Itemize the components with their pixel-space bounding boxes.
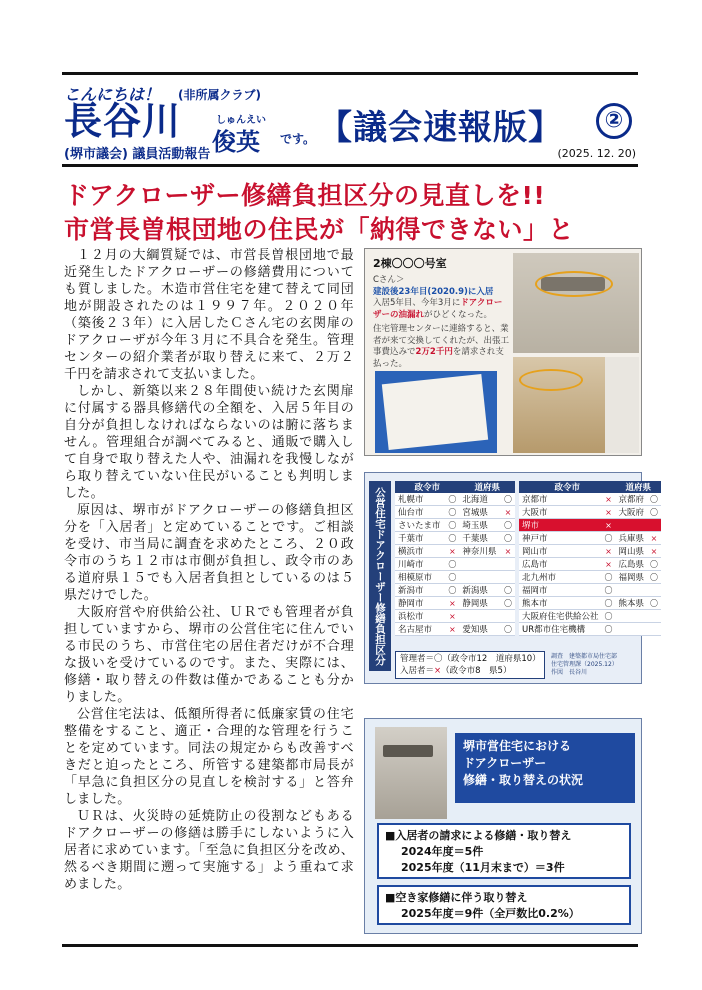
city-cell: 福岡市 [519, 584, 602, 597]
table-row [395, 493, 515, 506]
table-row [519, 610, 661, 623]
highlight-ring [535, 271, 613, 297]
city-mark: 〇 [602, 584, 616, 597]
box-line: 2025年度（11月末まで）＝3件 [401, 861, 565, 874]
pref-cell: 広島県 [616, 558, 648, 571]
photo-caption [373, 275, 509, 370]
pref-cell: 大阪府 [616, 506, 648, 519]
city-mark: 〇 [445, 493, 459, 506]
pref-mark: 〇 [501, 623, 515, 636]
city-cell: 浜松市 [395, 610, 445, 623]
pref-cell: 福岡県 [616, 571, 648, 584]
pref-mark: × [647, 532, 661, 545]
oil-leak-photo [513, 357, 639, 453]
repair-status-figure [364, 718, 642, 934]
greeting: こんにちは！ [64, 85, 161, 104]
city-mark: 〇 [445, 506, 459, 519]
col-header-pref: 道府県 [459, 481, 515, 493]
city-cell: さいたま市 [395, 519, 445, 532]
caption-text: がひどくなった。 [424, 309, 493, 320]
paragraph: ＵＲは、火災時の延焼防止の役割などもあるドアクローザーの修繕は勝手にしないように入居者に求めています。「至急に負担区分を改め、然るべき期間に遡って実施する」よう重ねて求めました。 [64, 809, 354, 892]
table-legend [395, 651, 545, 679]
caption-text: 入居5年目、今年3月に [373, 298, 461, 308]
status-title [455, 733, 635, 803]
table-row [395, 597, 515, 610]
pref-mark: 〇 [501, 532, 515, 545]
status-title-line: 修繕・取り替えの状況 [463, 773, 584, 787]
top-rule [62, 72, 638, 75]
given-name: 俊英 [212, 128, 260, 156]
table-row [519, 558, 661, 571]
pref-cell: 兵庫県 [616, 532, 648, 545]
table-row [395, 571, 515, 584]
legend-resident [400, 665, 540, 677]
pref-cell [459, 571, 501, 584]
caption-move-in: 建設後23年目(2020.9)に入居 [373, 286, 494, 297]
headline-line1: ドアクローザー修繕負担区分の見直しを!! [64, 181, 546, 210]
table-source [551, 653, 618, 677]
city-cell: 北九州市 [519, 571, 602, 584]
city-cell: 名古屋市 [395, 623, 445, 636]
city-cell: 神戸市 [519, 532, 602, 545]
col-header-city: 政令市 [519, 481, 616, 493]
city-mark: × [445, 623, 459, 636]
city-mark: 〇 [602, 610, 616, 623]
pref-cell [459, 610, 501, 623]
header-rule [62, 164, 638, 167]
status-title-line: ドアクローザー [463, 756, 547, 770]
door-closer-photo-panel [364, 248, 642, 456]
city-mark: 〇 [602, 571, 616, 584]
caption-text: を請求され支払った。 [373, 347, 504, 369]
city-cell: 新潟市 [395, 584, 445, 597]
pref-mark [647, 610, 661, 623]
pref-mark: 〇 [501, 597, 515, 610]
pref-mark [647, 519, 661, 532]
table-row [395, 506, 515, 519]
pref-cell: 千葉県 [459, 532, 501, 545]
pref-cell: 新潟県 [459, 584, 501, 597]
issue-date: (2025. 12. 20) [557, 147, 636, 160]
city-mark: × [602, 519, 616, 532]
given-name-ruby: しゅんえい [216, 115, 266, 126]
bottom-rule [62, 944, 638, 947]
pref-cell [616, 610, 648, 623]
pref-mark: 〇 [647, 506, 661, 519]
city-cell: 静岡市 [395, 597, 445, 610]
caption-leak [373, 298, 509, 321]
box-heading: ■空き家修繕に伴う取り替え [385, 891, 528, 904]
pref-cell: 静岡県 [459, 597, 501, 610]
city-cell: 川崎市 [395, 558, 445, 571]
paragraph: 大阪府営や府供給公社、ＵＲでも管理者が負担していますから、堺市の公営住宅に住んでいる市民のうち、市営住宅の居住者だけが不合理な扱いを受けているのです。また、実際には、修繕・取り替えの件数は僅かであることも分かりました。 [64, 605, 354, 705]
col-header-city: 政令市 [395, 481, 459, 493]
party-label: (非所属クラブ) [178, 88, 261, 102]
pref-mark [647, 584, 661, 597]
pref-cell: 宮城県 [459, 506, 501, 519]
source-line: 住宅管理課（2025.12） [551, 661, 618, 668]
city-mark: 〇 [602, 597, 616, 610]
highlight-ring [519, 369, 583, 391]
city-mark: × [445, 545, 459, 558]
paragraph: 公営住宅法は、低額所得者に低廉家賃の住宅整備をすること、適正・合理的な管理を行うことを定めています。同法の規定からも改善すべきだと迫ったところ、所管する建築都市局長が「早急に負担区分の見直しを検討する」と答弁しました。 [64, 707, 354, 807]
pref-mark: 〇 [647, 571, 661, 584]
pref-cell [616, 584, 648, 597]
legend-text: （政令市8 県5） [441, 666, 512, 676]
city-cell: 横浜市 [395, 545, 445, 558]
burden-table-figure [364, 472, 659, 684]
city-mark: 〇 [445, 558, 459, 571]
report-subtitle: (堺市議会) 議員活動報告 [64, 147, 211, 162]
vacancy-repair-box [377, 885, 631, 925]
pref-cell: 埼玉県 [459, 519, 501, 532]
table-row [519, 623, 661, 636]
pref-cell: 京都府 [616, 493, 648, 506]
caption-red: 2万2千円 [415, 347, 453, 357]
city-mark: 〇 [445, 532, 459, 545]
paragraph: しかし、新築以来２８年間使い続けた玄関扉に付属する器具修繕代の全額を、入居５年目の自分が負担しなければならないのは腑に落ちません。管理組合が調べてみると、通販で購入して自身で取り替えた人や、油漏れを我慢しながら取り替えていない住民がいることも判明しました。 [64, 384, 354, 501]
city-cell: UR都市住宅機構 [519, 623, 602, 636]
city-cell: 広島市 [519, 558, 602, 571]
pref-cell: 愛知県 [459, 623, 501, 636]
status-title-line: 堺市営住宅における [463, 739, 572, 753]
table-row [519, 506, 661, 519]
pref-mark [501, 610, 515, 623]
city-cell: 千葉市 [395, 532, 445, 545]
city-cell: 熊本市 [519, 597, 602, 610]
table-row [519, 532, 661, 545]
table-right [519, 481, 661, 636]
city-mark: 〇 [445, 571, 459, 584]
pref-cell: 熊本県 [616, 597, 648, 610]
city-cell: 札幌市 [395, 493, 445, 506]
table-row [519, 545, 661, 558]
receipt-paper [382, 374, 488, 450]
source-line: 調査 建築都市局住宅部 [551, 653, 618, 660]
pref-cell [616, 519, 648, 532]
caption-red: ドアクロー [460, 298, 503, 308]
pref-cell: 北海道 [459, 493, 501, 506]
box-line: 2024年度＝5件 [401, 845, 484, 858]
city-cell: 仙台市 [395, 506, 445, 519]
legend-admin: 管理者＝〇（政令市12 道府県10） [400, 654, 541, 664]
city-mark: 〇 [602, 623, 616, 636]
caption-payment [373, 324, 509, 370]
pref-mark [647, 623, 661, 636]
table-row [395, 623, 515, 636]
issue-number: ② [596, 103, 632, 139]
pref-cell [459, 558, 501, 571]
receipt-photo [375, 371, 497, 453]
city-mark: × [445, 610, 459, 623]
table-vertical-title: 公営住宅ドアクローザー修繕負担区分 [369, 481, 391, 671]
bulletin-tag: 【議会速報版】 [318, 108, 563, 148]
city-mark: 〇 [602, 532, 616, 545]
table-left [395, 481, 515, 636]
pref-cell [616, 623, 648, 636]
city-cell: 京都市 [519, 493, 602, 506]
resident-request-box [377, 823, 631, 879]
table-row [519, 597, 661, 610]
table-row [395, 519, 515, 532]
box-heading: ■入居者の請求による修繕・取り替え [385, 829, 572, 842]
city-mark: × [445, 597, 459, 610]
pref-mark [501, 558, 515, 571]
city-mark: × [602, 493, 616, 506]
legend-text: 入居者＝ [400, 666, 435, 676]
city-mark: × [602, 545, 616, 558]
paragraph: 原因は、堺市がドアクローザーの修繕負担区分を「入居者」と定めていることです。ご相談を受け、市当局に調査を求めたところ、２０政令市のうち１２市は市側が負担し、政令市のある道府県１５でも入居者負担としているのは５県だけでした。 [64, 503, 354, 603]
city-cell: 大阪府住宅供給公社 [519, 610, 602, 623]
pref-mark [501, 571, 515, 584]
pref-cell: 神奈川県 [459, 545, 501, 558]
table-row [519, 519, 661, 532]
table-row [519, 571, 661, 584]
table-row [395, 532, 515, 545]
city-mark: 〇 [445, 584, 459, 597]
city-cell: 堺市 [519, 519, 602, 532]
city-mark: 〇 [445, 519, 459, 532]
city-cell: 相模原市 [395, 571, 445, 584]
table-row [519, 493, 661, 506]
pref-mark: × [501, 506, 515, 519]
room-label: 2棟〇〇〇号室 [373, 257, 447, 270]
city-cell: 大阪市 [519, 506, 602, 519]
pref-mark: 〇 [501, 493, 515, 506]
legend-x: × [434, 666, 442, 676]
door-shape [605, 357, 639, 453]
headline-line2: 市営長曽根団地の住民が「納得できない」と [64, 215, 575, 244]
table-row [395, 545, 515, 558]
pref-mark: 〇 [501, 584, 515, 597]
caption-person: Cさん＞ [373, 275, 405, 285]
table-row [395, 610, 515, 623]
pref-mark: 〇 [647, 558, 661, 571]
caption-red: ザーの油漏れ [373, 309, 425, 320]
box-line: 2025年度＝9件（全戸数比0.2%） [401, 907, 580, 920]
city-mark: × [602, 506, 616, 519]
surname: 長谷川 [64, 99, 182, 143]
caption-text: 住宅管理センターに連絡すると、業者が来て交換してくれたが、出張工事費込みで [373, 324, 510, 357]
city-cell: 岡山市 [519, 545, 602, 558]
table-row [395, 558, 515, 571]
pref-mark: × [647, 545, 661, 558]
city-mark: × [602, 558, 616, 571]
door-closer-shape [383, 745, 433, 757]
desu-suffix: です。 [280, 132, 316, 146]
table-row [395, 584, 515, 597]
paragraph: １２月の大綱質疑では、市営長曽根団地で最近発生したドアクローザーの修繕費用についても質しました。木造市営住宅を建て替えて同団地が開設されたのは１９９７年。２０２０年（築後２３年）に入居したＣさん宅の玄関扉のドアクローザが今年３月に不具合を発生。管理センターの紹介業者が取り替えに来て、２万２千円を請求されて支払いました。 [64, 248, 354, 382]
pref-mark: 〇 [647, 597, 661, 610]
pref-cell: 岡山県 [616, 545, 648, 558]
pref-mark: × [501, 545, 515, 558]
article-body [64, 247, 354, 893]
door-closer-photo [513, 253, 639, 353]
pref-mark: 〇 [647, 493, 661, 506]
col-header-pref: 道府県 [616, 481, 662, 493]
door-closer-photo [375, 727, 447, 819]
table-row [519, 584, 661, 597]
pref-mark: 〇 [501, 519, 515, 532]
source-line: 作図 長谷川 [551, 669, 588, 676]
